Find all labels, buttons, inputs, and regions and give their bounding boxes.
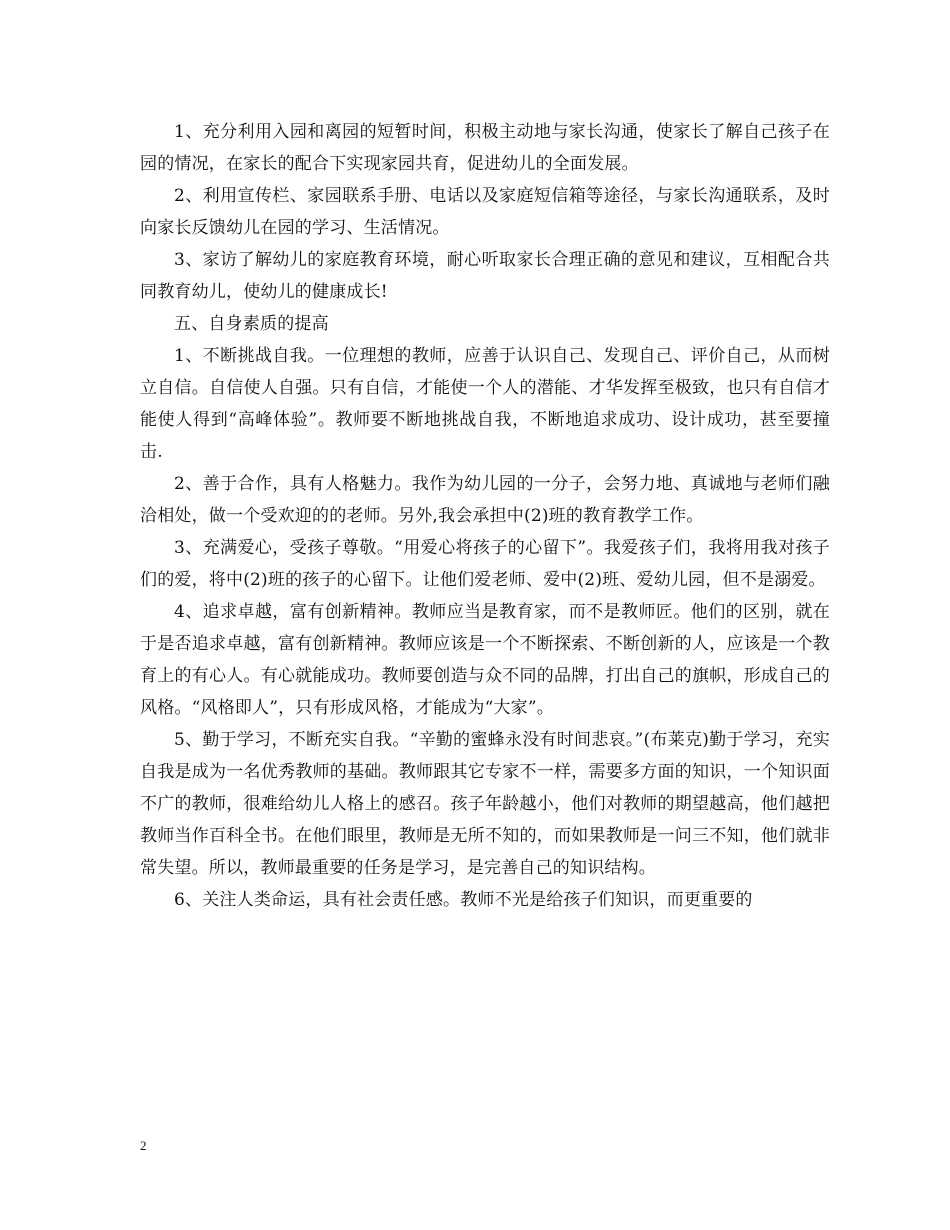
- paragraph-learning: 5、勤于学习，不断充实自我。“辛勤的蜜蜂永没有时间悲哀。”(布莱克)勤于学习，充实自我是成为一名优秀教师的基础。教师跟其它专家不一样，需要多方面的知识，一个知识面不广的教师，很难给幼儿人格上的感召。孩子年龄越小，他们对教师的期望越高，他们越把教师当作百科全书。在他们眼里，教师是无所不知的，而如果教师是一问三不知，他们就非常失望。所以，教师最重要的任务是学习，是完善自己的知识结构。: [140, 730, 830, 878]
- section-heading-self-improvement: 五、自身素质的提高: [174, 314, 329, 334]
- paragraph-cooperation: 2、善于合作，具有人格魅力。我作为幼儿园的一分子，会努力地、真诚地与老师们融洽相处，做一个受欢迎的的老师。另外,我会承担中(2)班的教育教学工作。: [140, 474, 830, 526]
- paragraph-contact-channels: 2、利用宣传栏、家园联系手册、电话以及家庭短信箱等途径，与家长沟通联系，及时向家长反馈幼儿在园的学习、生活情况。: [140, 186, 830, 238]
- paragraph-challenge-self: 1、不断挑战自我。一位理想的教师，应善于认识自己、发现自己、评价自己，从而树立自信。自信使人自强。只有自信，才能使一个人的潜能、才华发挥至极致，也只有自信才能使人得到“高峰体验”。教师要不断地挑战自我，不断地追求成功、设计成功，甚至要撞击.: [140, 346, 830, 462]
- paragraph-social-responsibility: 6、关注人类命运，具有社会责任感。教师不光是给孩子们知识，而更重要的: [174, 890, 753, 910]
- paragraph-home-visit: 3、家访了解幼儿的家庭教育环境，耐心听取家长合理正确的意见和建议，互相配合共同教育幼儿，使幼儿的健康成长!: [140, 250, 830, 302]
- paragraph-parent-communication: 1、充分利用入园和离园的短暂时间，积极主动地与家长沟通，使家长了解自己孩子在园的情况，在家长的配合下实现家园共育，促进幼儿的全面发展。: [140, 122, 830, 174]
- paragraph-excellence: 4、追求卓越，富有创新精神。教师应当是教育家，而不是教师匠。他们的区别，就在于是否追求卓越，富有创新精神。教师应该是一个不断探索、不断创新的人，应该是一个教育上的有心人。有心就能成功。教师要创造与众不同的品牌，打出自己的旗帜，形成自己的风格。“风格即人”，只有形成风格，才能成为“大家”。: [140, 602, 830, 718]
- document-body: [140, 116, 830, 916]
- paragraph-love: 3、充满爱心，受孩子尊敬。“用爱心将孩子的心留下”。我爱孩子们，我将用我对孩子们的爱，将中(2)班的孩子的心留下。让他们爱老师、爱中(2)班、爱幼儿园，但不是溺爱。: [140, 538, 830, 590]
- page-number: 2: [140, 1138, 147, 1153]
